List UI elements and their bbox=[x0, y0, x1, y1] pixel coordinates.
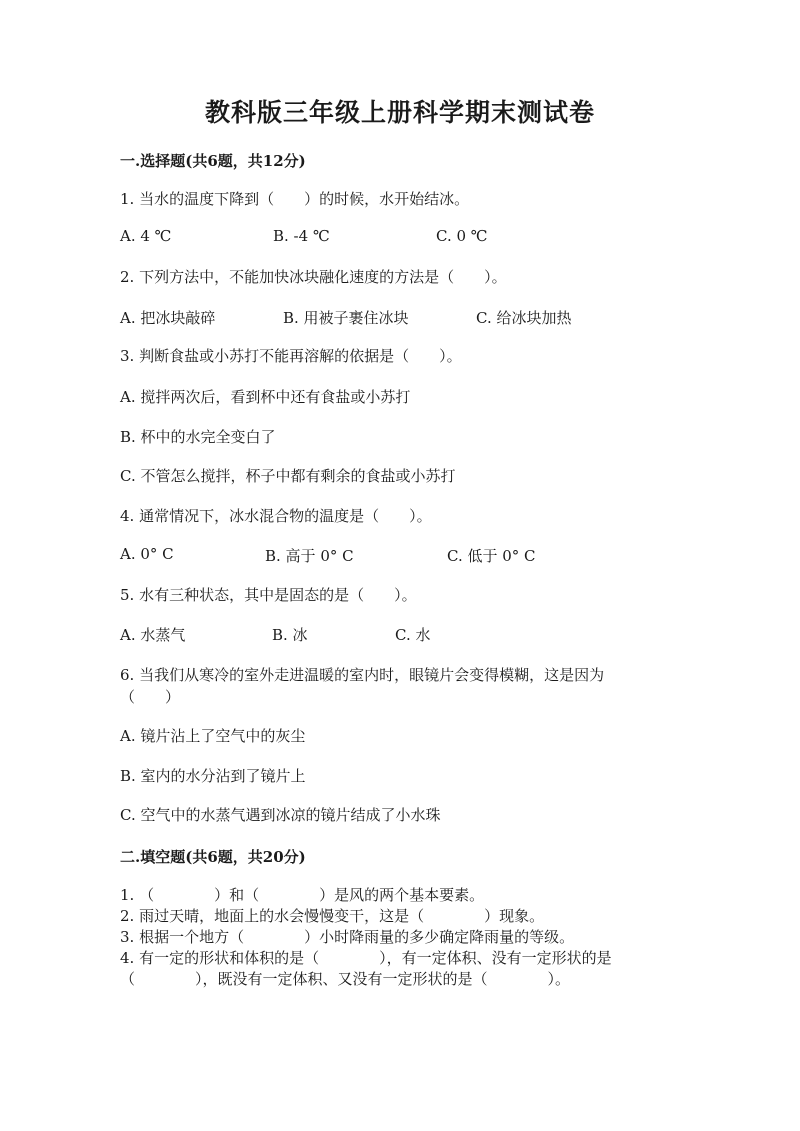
option-c: C. 0 ℃ bbox=[436, 227, 488, 245]
question-stem: 6. 当我们从寒冷的室外走进温暖的室内时，眼镜片会变得模糊，这是因为 bbox=[120, 666, 605, 684]
option-b: B. 室内的水分沾到了镜片上 bbox=[120, 767, 306, 785]
option-c: C. 不管怎么搅拌，杯子中都有剩余的食盐或小苏打 bbox=[120, 467, 456, 485]
fill-question-cont: （ ），既没有一定体积、又没有一定形状的是（ ）。 bbox=[120, 970, 571, 988]
fill-question: 2. 雨过天晴，地面上的水会慢慢变干，这是（ ）现象。 bbox=[120, 907, 545, 925]
fill-question: 4. 有一定的形状和体积的是（ ），有一定体积、没有一定形状的是 bbox=[120, 949, 612, 967]
option-c: C. 低于 0° C bbox=[447, 547, 536, 565]
fill-question: 1. （ ）和（ ）是风的两个基本要素。 bbox=[120, 886, 485, 904]
option-a: A. 4 ℃ bbox=[120, 227, 172, 245]
option-b: B. 冰 bbox=[272, 626, 308, 644]
question-stem-cont: （ ） bbox=[120, 688, 181, 706]
option-a: A. 0° C bbox=[120, 545, 174, 563]
option-a: A. 水蒸气 bbox=[120, 626, 186, 644]
option-c: C. 给冰块加热 bbox=[476, 309, 572, 327]
option-a: A. 把冰块敲碎 bbox=[120, 309, 216, 327]
option-b: B. 用被子裹住冰块 bbox=[283, 309, 409, 327]
option-b: B. 杯中的水完全变白了 bbox=[120, 428, 276, 446]
fill-question: 3. 根据一个地方（ ）小时降雨量的多少确定降雨量的等级。 bbox=[120, 928, 575, 946]
option-c: C. 水 bbox=[395, 626, 431, 644]
option-b: B. -4 ℃ bbox=[273, 227, 330, 245]
exam-title: 教科版三年级上册科学期末测试卷 bbox=[204, 98, 595, 127]
question-stem: 3. 判断食盐或小苏打不能再溶解的依据是（ ）。 bbox=[120, 347, 462, 365]
question-stem: 1. 当水的温度下降到（ ）的时候，水开始结冰。 bbox=[120, 190, 470, 208]
section-heading-fill: 二.填空题(共6题，共20分) bbox=[120, 848, 306, 866]
option-c: C. 空气中的水蒸气遇到冰凉的镜片结成了小水珠 bbox=[120, 806, 441, 824]
option-b: B. 高于 0° C bbox=[265, 547, 354, 565]
question-stem: 2. 下列方法中，不能加快冰块融化速度的方法是（ ）。 bbox=[120, 268, 507, 286]
option-a: A. 镜片沾上了空气中的灰尘 bbox=[120, 727, 306, 745]
option-a: A. 搅拌两次后，看到杯中还有食盐或小苏打 bbox=[120, 388, 411, 406]
question-stem: 5. 水有三种状态，其中是固态的是（ ）。 bbox=[120, 586, 417, 604]
question-stem: 4. 通常情况下，冰水混合物的温度是（ ）。 bbox=[120, 507, 432, 525]
section-heading-choice: 一.选择题(共6题，共12分) bbox=[120, 152, 306, 170]
